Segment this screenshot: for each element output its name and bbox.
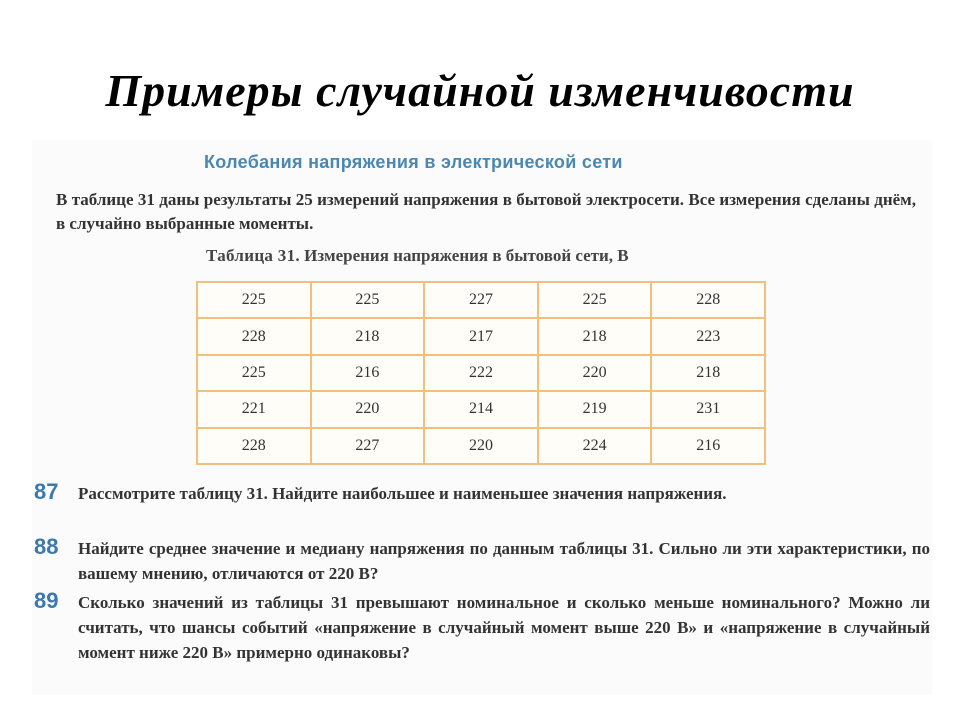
table-cell: 227 [424,282,538,318]
table-cell: 222 [424,355,538,391]
table-cell: 228 [197,428,311,464]
table-row [197,282,765,318]
task-number: 88 [34,534,59,559]
table-row [197,391,765,427]
table-cell: 228 [197,318,311,354]
table-cell: 225 [311,282,425,318]
table-cell: 214 [424,391,538,427]
table-cell: 220 [538,355,652,391]
task-text: Найдите среднее значение и медиану напряжения по данным таблицы 31. Сильно ли эти характеристики, по вашему мнению, отличаются от 220 В? [78,539,930,583]
table-cell: 221 [197,391,311,427]
task-text: Сколько значений из таблицы 31 превышают номинальное и сколько меньше номинального? Можно ли считать, что шансы событий «напряжение в случайный момент выше 220 В» и «напряжение в случайный момент ниже 220 В» примерно одинаковы? [78,593,930,662]
table-row [197,355,765,391]
table-cell: 220 [311,391,425,427]
voltage-table [196,281,766,465]
table-cell: 224 [538,428,652,464]
table-cell: 225 [197,355,311,391]
table-cell: 216 [311,355,425,391]
intro-paragraph: В таблице 31 даны результаты 25 измерений напряжения в бытовой электросети. Все измерения сделаны днём, в случайно выбранные моменты. [56,190,916,233]
task-number: 89 [34,588,59,613]
table-cell: 217 [424,318,538,354]
table-cell: 216 [651,428,765,464]
table-row [197,318,765,354]
table-cell: 231 [651,391,765,427]
table-cell: 225 [538,282,652,318]
table-cell: 227 [311,428,425,464]
table-cell: 228 [651,282,765,318]
task-text: Рассмотрите таблицу 31. Найдите наибольшее и наименьшее значения напряжения. [78,484,727,503]
table-cell: 223 [651,318,765,354]
section-heading: Колебания напряжения в электрической сети [204,152,623,172]
table-caption [206,246,629,266]
slide-title: Примеры случайной изменчивости [105,65,855,116]
table-cell: 219 [538,391,652,427]
table-cell: 220 [424,428,538,464]
table-row [197,428,765,464]
table-cell: 218 [311,318,425,354]
table-cell: 218 [651,355,765,391]
task-number: 87 [34,479,59,504]
table-cell: 225 [197,282,311,318]
table-caption-text: Измерения напряжения в бытовой сети, В [304,246,629,265]
table-cell: 218 [538,318,652,354]
table-caption-label: Таблица 31. [206,246,300,265]
